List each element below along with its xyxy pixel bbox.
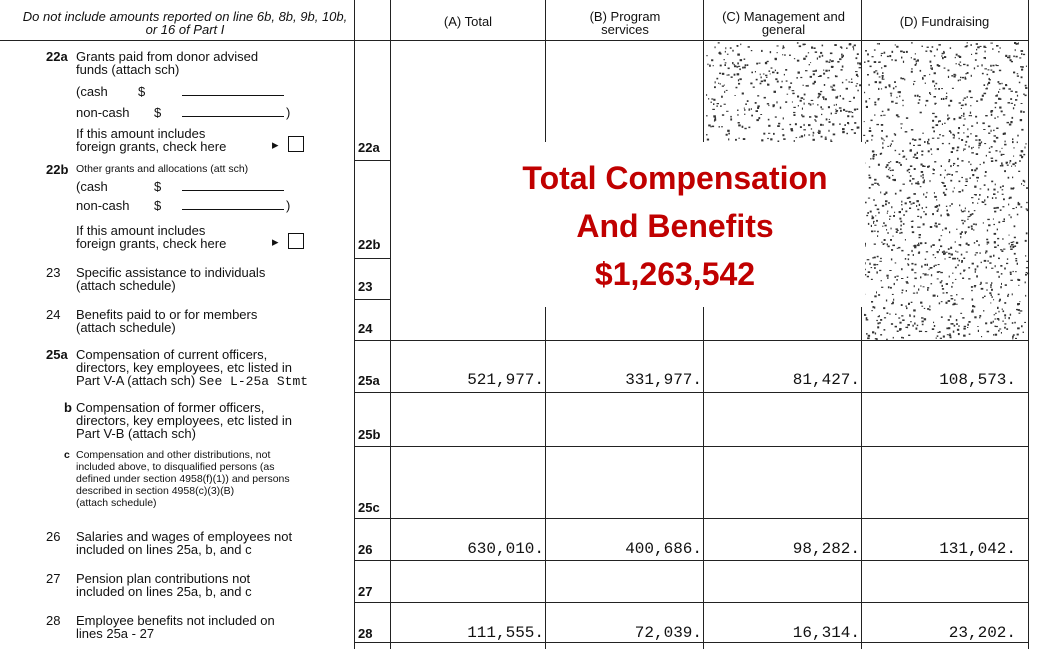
header-col-d: (D) Fundraising xyxy=(899,14,990,29)
line-28-fundraising: 23,202. xyxy=(948,624,1016,642)
line-22b-cash-label: (cash xyxy=(76,179,108,194)
line-22b-noncash-dollar: $ xyxy=(154,198,162,213)
line-25b-text2: directors, key employees, etc listed in xyxy=(76,413,293,428)
line-22a-checkbox[interactable] xyxy=(288,136,304,152)
line-22a-noncash-blank xyxy=(182,106,284,117)
rule-col-code xyxy=(354,0,355,649)
line-26-fundraising: 131,042. xyxy=(939,540,1016,558)
line-23-number: 23 xyxy=(46,265,61,280)
line-27-text2: included on lines 25a, b, and c xyxy=(76,584,252,599)
header-col-b: (B) Program services xyxy=(589,9,661,37)
rule-col-a xyxy=(390,0,391,649)
line-25c-number: c xyxy=(64,449,70,461)
rule-26 xyxy=(354,560,1028,561)
line-26-code: 26 xyxy=(358,542,373,557)
line-25a-management: 81,427. xyxy=(792,371,860,389)
line-28-text2: lines 25a - 27 xyxy=(76,626,155,641)
line-25a-text2: directors, key employees, etc listed in xyxy=(76,360,293,375)
rule-col-b xyxy=(545,0,546,649)
rule-header-bottom xyxy=(0,40,1028,41)
line-25b-number: b xyxy=(64,400,72,415)
rule-25c xyxy=(354,518,1028,519)
line-22a-noncash-row xyxy=(76,105,291,120)
line-22a-noncash-label: non-cash xyxy=(76,105,130,120)
line-22a-text1: Grants paid from donor advised xyxy=(76,49,259,64)
line-25c-text2: included above, to disqualified persons (as xyxy=(76,461,275,473)
line-25a-program: 331,977. xyxy=(625,371,702,389)
line-22b-if2: foreign grants, check here xyxy=(76,236,227,251)
line-22a-text2: funds (attach sch) xyxy=(76,62,180,77)
rule-25b xyxy=(354,446,1028,447)
line-23-text2: (attach schedule) xyxy=(76,278,176,293)
line-24-number: 24 xyxy=(46,307,61,322)
line-22a-noncash-dollar: $ xyxy=(154,105,162,120)
line-22a-cash-row xyxy=(76,84,146,99)
line-28-text1: Employee benefits not included on xyxy=(76,613,275,628)
line-25c-text5: (attach schedule) xyxy=(76,497,157,509)
line-22b-noncash-row xyxy=(76,198,291,213)
rule-24 xyxy=(354,340,1028,341)
callout-line-2: And Benefits xyxy=(576,208,774,244)
line-26-management: 98,282. xyxy=(792,540,860,558)
line-27-text1: Pension plan contributions not xyxy=(76,571,251,586)
line-27-number: 27 xyxy=(46,571,61,586)
line-23-code: 23 xyxy=(358,279,373,294)
line-22b-noncash-label: non-cash xyxy=(76,198,130,213)
line-25c-text3: defined under section 4958(f)(1)) and persons xyxy=(76,473,290,485)
line-26-text2: included on lines 25a, b, and c xyxy=(76,542,252,557)
line-25a-text1: Compensation of current officers, xyxy=(76,347,268,362)
line-25a-statement-ref: See L-25a Stmt xyxy=(198,374,309,389)
line-25b-text3: Part V-B (attach sch) xyxy=(76,426,196,441)
arrow-icon: ▸ xyxy=(272,234,279,249)
line-22a-if2: foreign grants, check here xyxy=(76,139,227,154)
line-22a-cash-blank xyxy=(182,85,284,96)
line-25c-code: 25c xyxy=(358,500,380,515)
line-22b-close: ) xyxy=(286,198,291,213)
line-24-text2: (attach schedule) xyxy=(76,320,176,335)
line-22b-text1: Other grants and allocations (att sch) xyxy=(76,163,249,175)
line-25a-code: 25a xyxy=(358,373,380,388)
line-25a-total: 521,977. xyxy=(467,371,544,389)
line-28-number: 28 xyxy=(46,613,61,628)
rule-col-d xyxy=(861,0,862,649)
line-25c-text1: Compensation and other distributions, not xyxy=(76,449,271,461)
line-26-number: 26 xyxy=(46,529,61,544)
header-note: Do not include amounts reported on line 6b, 8b, 9b, 10b, or 16 of Part I xyxy=(22,9,348,37)
line-24-code: 24 xyxy=(358,321,373,336)
line-22b-number: 22b xyxy=(46,162,69,177)
header-col-a: (A) Total xyxy=(443,14,493,29)
rule-right xyxy=(1028,0,1029,649)
line-22a-code: 22a xyxy=(358,140,380,155)
line-22b-cash-blank xyxy=(182,180,284,191)
line-23-text1: Specific assistance to individuals xyxy=(76,265,266,280)
line-28-code: 28 xyxy=(358,626,373,641)
line-22a-if1: If this amount includes xyxy=(76,126,206,141)
line-26-program: 400,686. xyxy=(625,540,702,558)
line-22b-cash-dollar: $ xyxy=(154,179,162,194)
line-22a-number: 22a xyxy=(46,49,68,64)
line-25a-text3: Part V-A (attach sch) xyxy=(76,373,196,388)
line-25c-text4: described in section 4958(c)(3)(B) xyxy=(76,485,235,497)
rule-28 xyxy=(354,642,1028,643)
line-25a-number: 25a xyxy=(46,347,68,362)
callout-line-1: Total Compensation xyxy=(522,160,828,196)
line-27-code: 27 xyxy=(358,584,373,599)
rule-col-c xyxy=(703,0,704,649)
line-26-total: 630,010. xyxy=(467,540,544,558)
rule-23 xyxy=(354,299,390,300)
callout-line-3: $1,263,542 xyxy=(594,256,756,292)
line-25b-code: 25b xyxy=(358,427,381,442)
line-28-program: 72,039. xyxy=(634,624,702,642)
rule-27 xyxy=(354,602,1028,603)
line-25a-fundraising: 108,573. xyxy=(939,371,1016,389)
rule-22b xyxy=(354,258,390,259)
rule-25a xyxy=(354,392,1028,393)
line-22b-noncash-blank xyxy=(182,199,284,210)
line-22b-cash-row xyxy=(76,179,162,194)
line-28-management: 16,314. xyxy=(792,624,860,642)
line-26-text1: Salaries and wages of employees not xyxy=(76,529,293,544)
line-25a-text3-row xyxy=(76,374,308,388)
line-22a-close: ) xyxy=(286,105,291,120)
line-22a-cash-label: (cash xyxy=(76,84,108,99)
line-22b-if1: If this amount includes xyxy=(76,223,206,238)
arrow-icon: ▸ xyxy=(272,137,279,152)
rule-22a xyxy=(354,160,390,161)
line-25b-text1: Compensation of former officers, xyxy=(76,400,265,415)
line-22b-code: 22b xyxy=(358,237,381,252)
line-28-total: 111,555. xyxy=(467,624,544,642)
line-22a-cash-dollar: $ xyxy=(138,84,146,99)
header-col-c: (C) Management and general xyxy=(722,9,845,37)
line-24-text1: Benefits paid to or for members xyxy=(76,307,258,322)
line-22b-checkbox[interactable] xyxy=(288,233,304,249)
total-compensation-callout xyxy=(485,142,865,307)
